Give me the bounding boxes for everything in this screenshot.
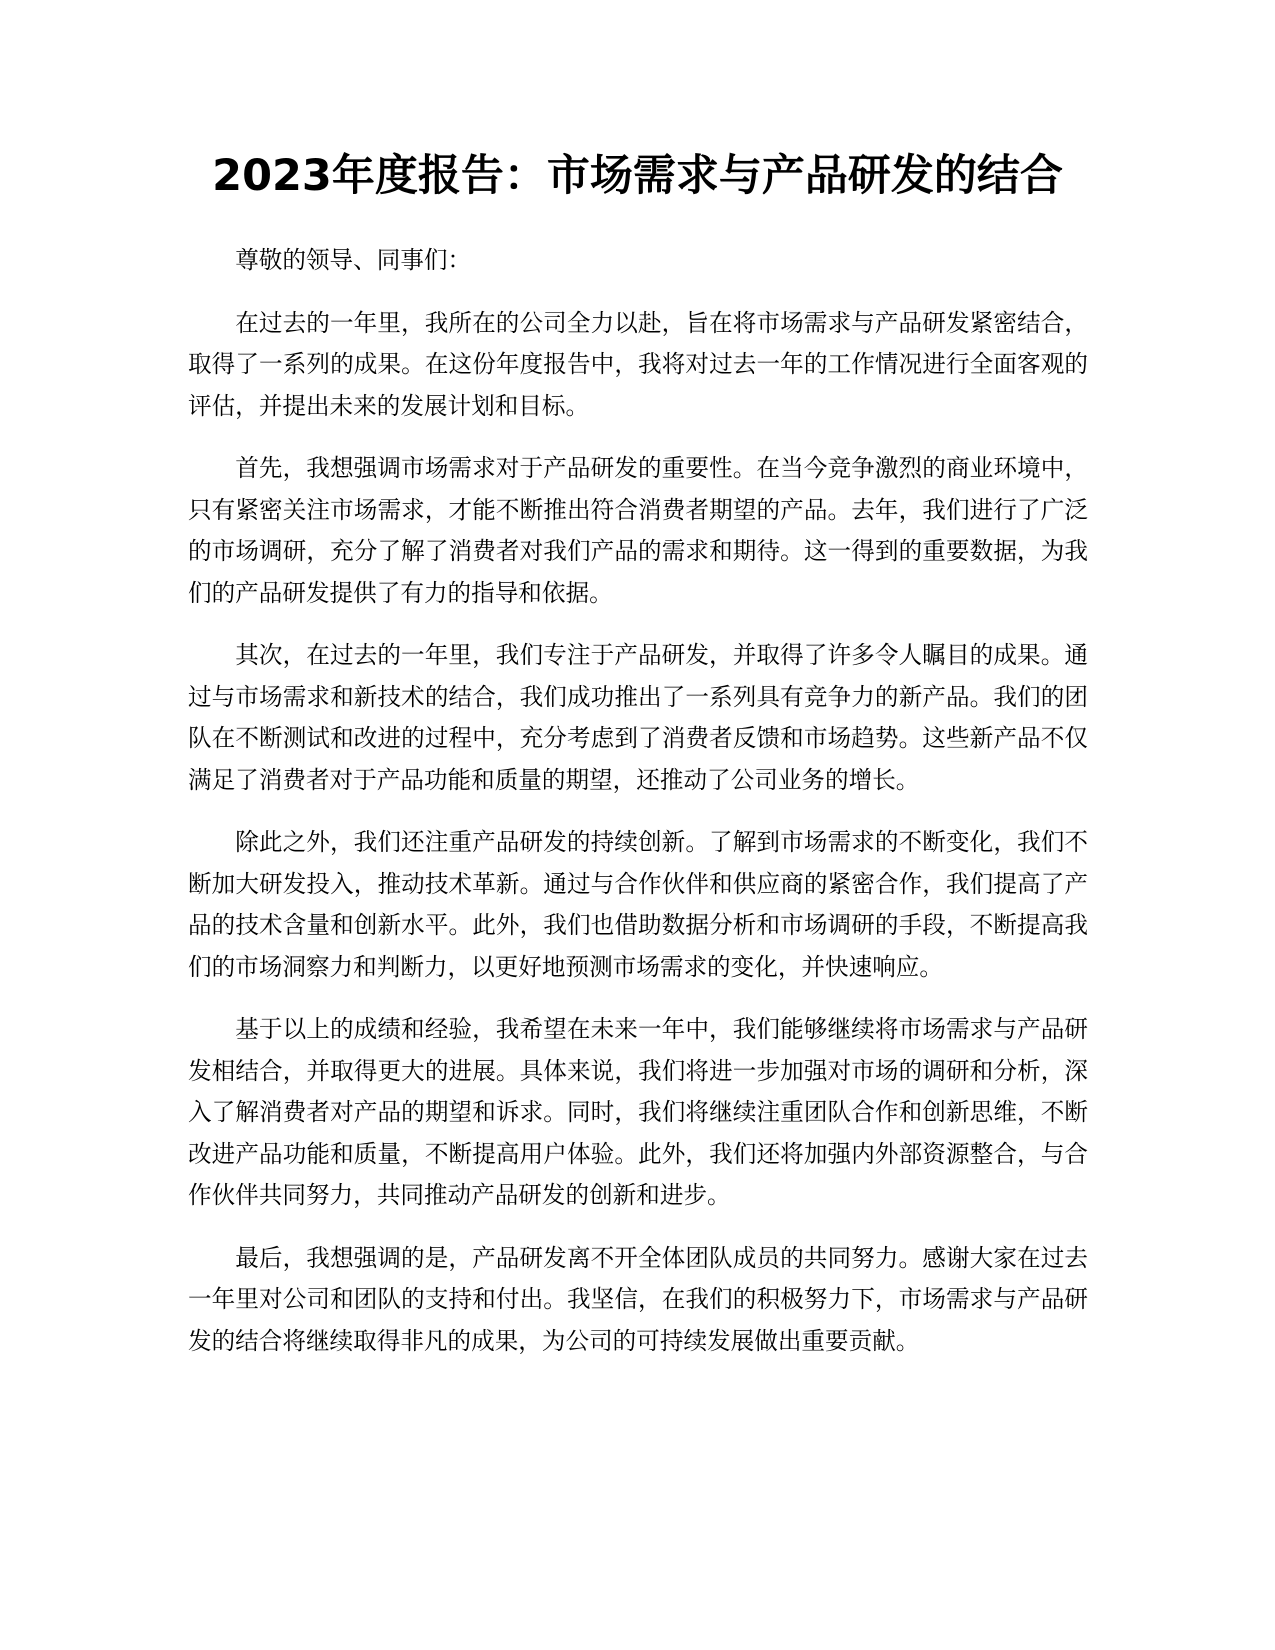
paragraph-product-development: 其次，在过去的一年里，我们专注于产品研发，并取得了许多令人瞩目的成果。通过与市场需求和新技术的结合，我们成功推出了一系列具有竞争力的新产品。我们的团队在不断测试和改进的过程中，充分考虑到了消费者反馈和市场趋势。这些新产品不仅满足了消费者对于产品功能和质量的期望，还推动了公司业务的增长。 — [188, 641, 1088, 794]
paragraph-future-plan: 基于以上的成绩和经验，我希望在未来一年中，我们能够继续将市场需求与产品研发相结合，并取得更大的进展。具体来说，我们将进一步加强对市场的调研和分析，深入了解消费者对产品的期望和诉求。同时，我们将继续注重团队合作和创新思维，不断改进产品功能和质量，不断提高用户体验。此外，我们还将加强内外部资源整合，与合作伙伴共同努力，共同推动产品研发的创新和进步。 — [188, 1015, 1088, 1209]
document-body — [188, 240, 1088, 1383]
paragraph-innovation: 除此之外，我们还注重产品研发的持续创新。了解到市场需求的不断变化，我们不断加大研发投入，推动技术革新。通过与合作伙伴和供应商的紧密合作，我们提高了产品的技术含量和创新水平。此外，我们也借助数据分析和市场调研的手段，不断提高我们的市场洞察力和判断力，以更好地预测市场需求的变化，并快速响应。 — [188, 828, 1088, 981]
document-title: 2023年度报告：市场需求与产品研发的结合 — [212, 151, 1063, 201]
greeting-paragraph: 尊敬的领导、同事们： — [235, 246, 472, 274]
paragraph-market-demand: 首先，我想强调市场需求对于产品研发的重要性。在当今竞争激烈的商业环境中，只有紧密关注市场需求，才能不断推出符合消费者期望的产品。去年，我们进行了广泛的市场调研，充分了解了消费者对我们产品的需求和期待。这一得到的重要数据，为我们的产品研发提供了有力的指导和依据。 — [188, 454, 1088, 607]
paragraph-closing: 最后，我想强调的是，产品研发离不开全体团队成员的共同努力。感谢大家在过去一年里对公司和团队的支持和付出。我坚信，在我们的积极努力下，市场需求与产品研发的结合将继续取得非凡的成果，为公司的可持续发展做出重要贡献。 — [188, 1243, 1088, 1355]
paragraph-intro: 在过去的一年里，我所在的公司全力以赴，旨在将市场需求与产品研发紧密结合，取得了一系列的成果。在这份年度报告中，我将对过去一年的工作情况进行全面客观的评估，并提出未来的发展计划和目标。 — [188, 308, 1088, 420]
